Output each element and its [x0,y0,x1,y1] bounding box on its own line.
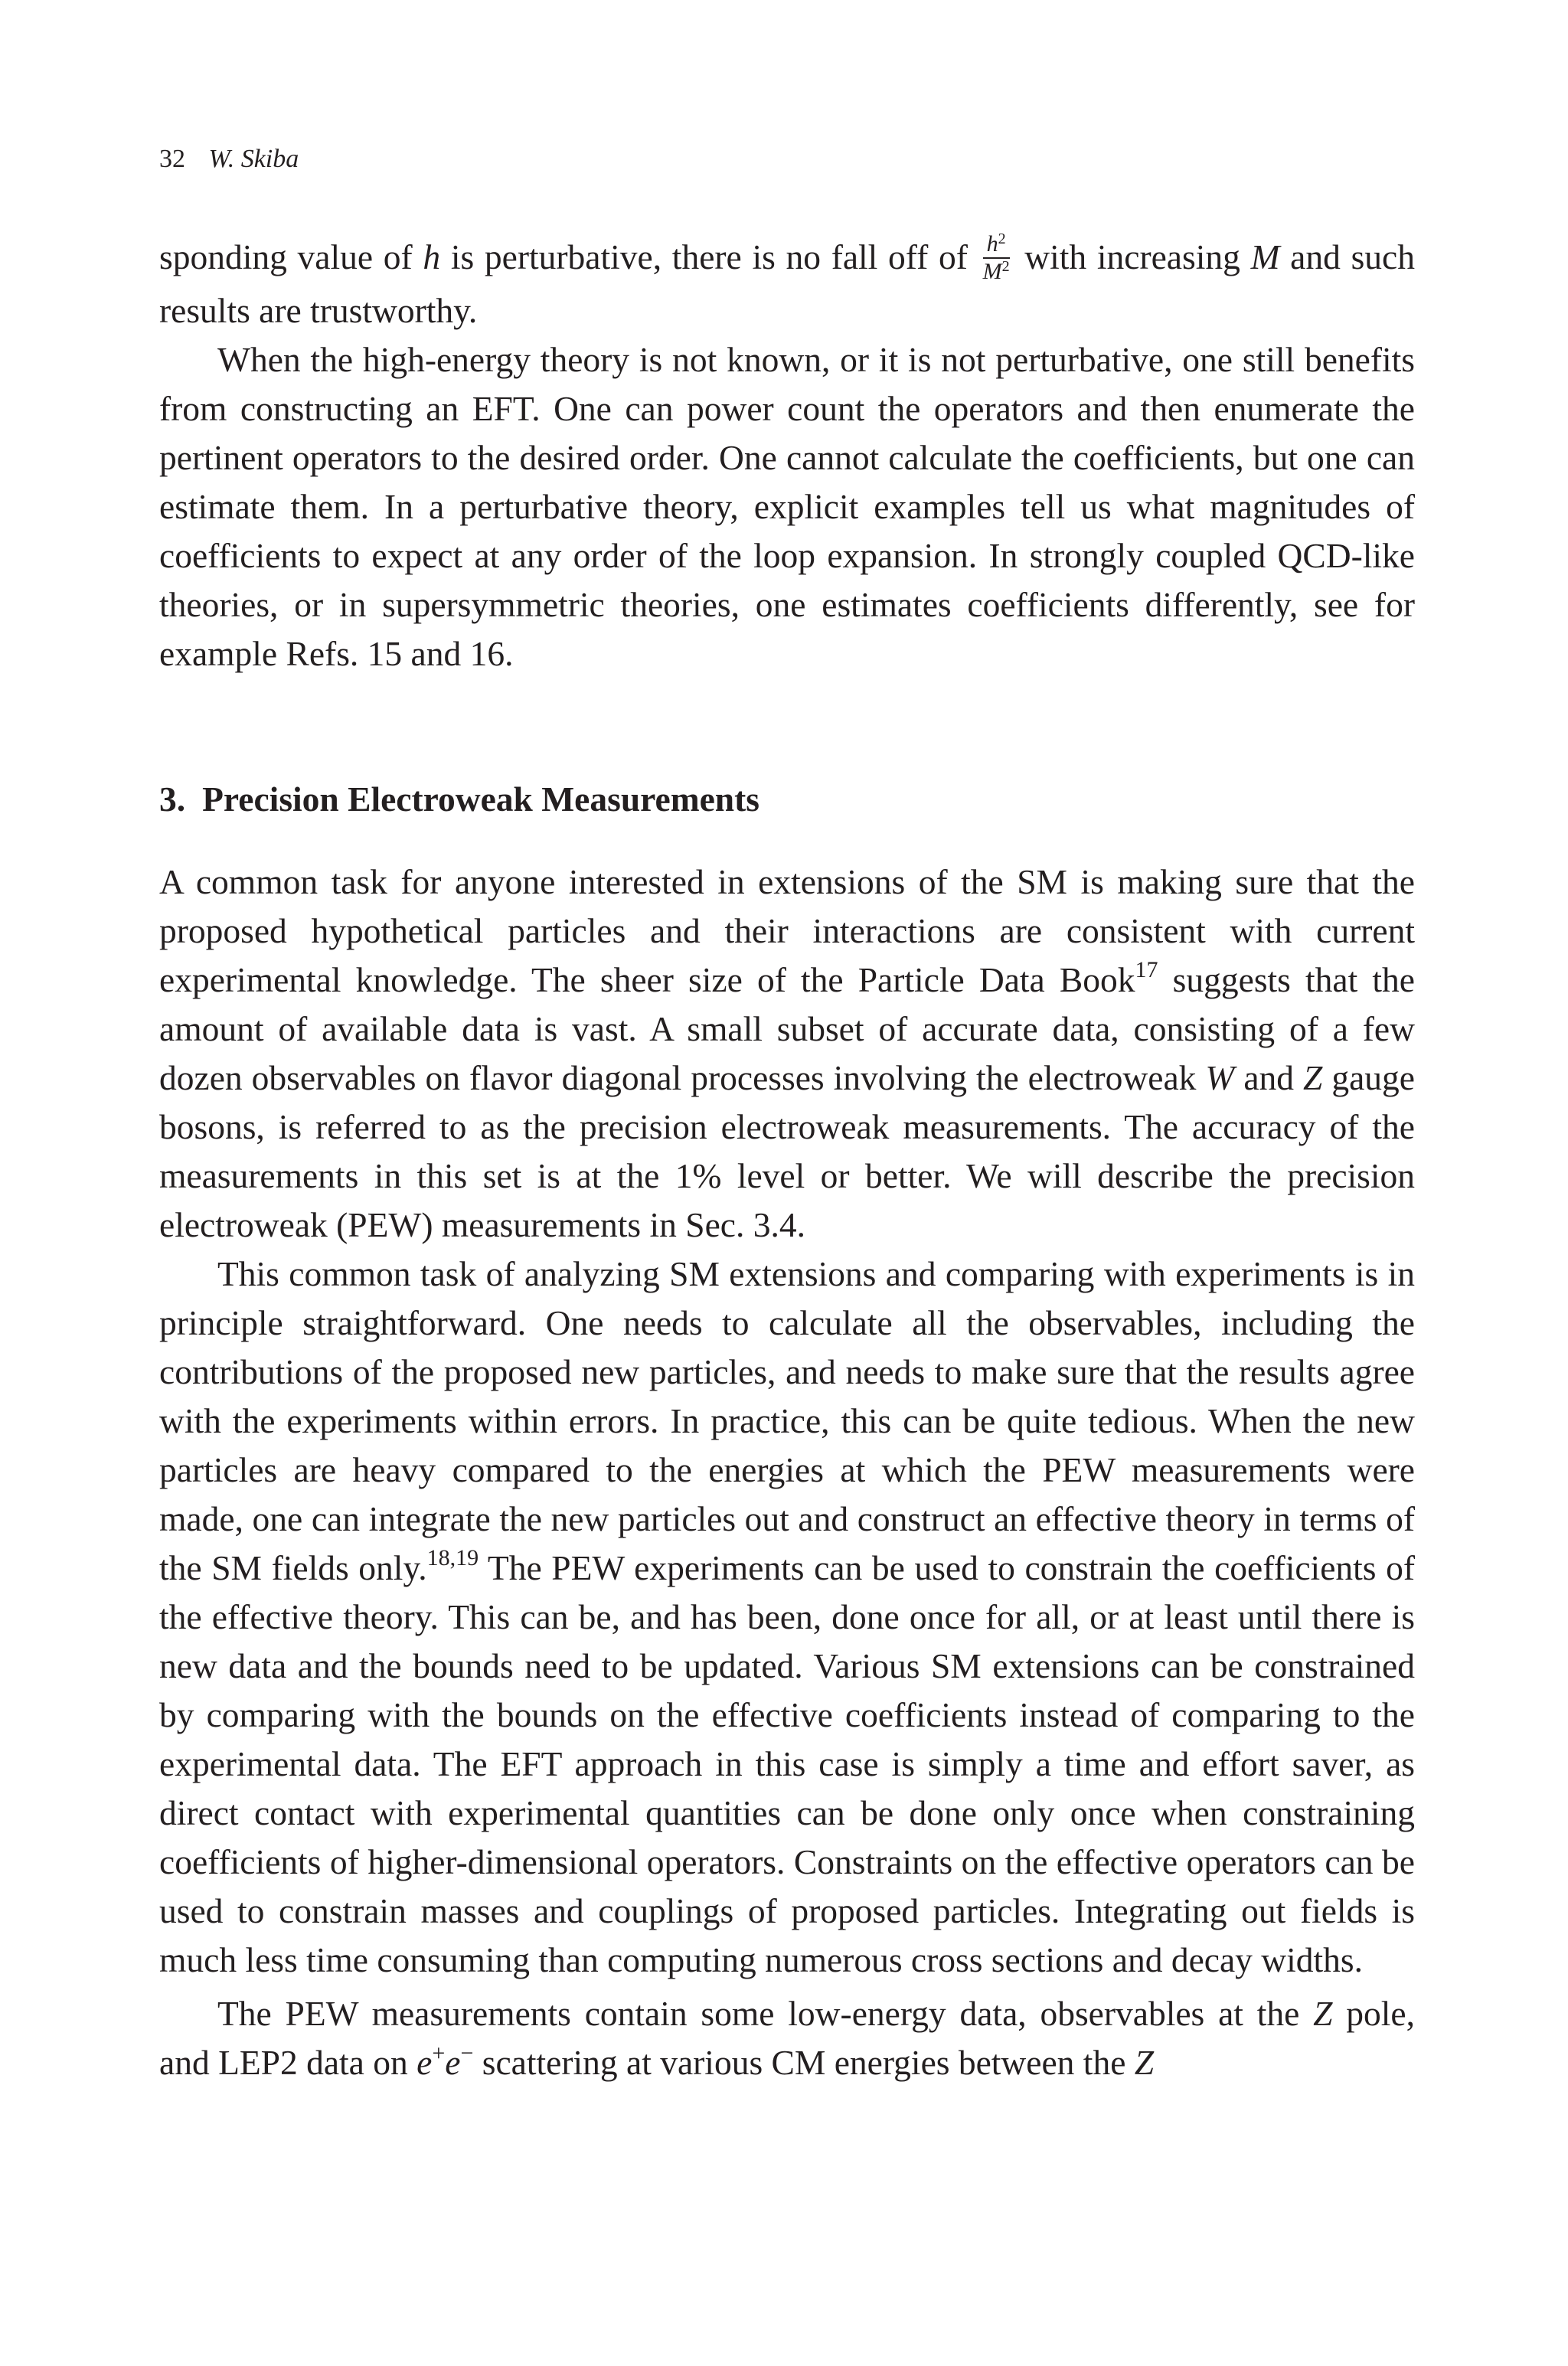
electron-symbol: e [445,2043,461,2082]
text-run: The PEW experiments can be used to constrain the coefficients of the effective theory. This can be, and has been, done once for all, or at least until there is new data and the bounds need to be updated. Various SM extensions can be constrained by comparing with the bounds on the effective coefficients instead of comparing to the experimental data. The EFT approach in this case is simply a time and effort saver, as direct contact with experimental quantities can be done only once when constraining coefficients of higher-dimensional operators. Constraints on the effective operators can be used to constrain masses and couplings of proposed particles. Integrating out fields is much less time consuming than computing numerous cross sections and decay widths. [159,1548,1416,1979]
positron-symbol: e [416,2043,433,2082]
numerator-symbol: h [986,230,998,257]
citation-17: 17 [1135,957,1158,982]
paragraph-continuation [159,230,1415,335]
math-Z-pole: Z [1313,1994,1333,2033]
text-run: suggests that the amount of available data is vast. A small subset of accurate data, consisting of a few dozen observables on flavor diagonal processes involving the electroweak [159,960,1416,1097]
paragraph-common-task [159,858,1415,1250]
running-head [159,144,299,175]
section-title: Precision Electroweak Measurements [202,779,760,819]
math-h: h [423,237,441,276]
text-run: and [1234,1058,1304,1097]
numerator-exponent: 2 [998,230,1006,247]
text-run: This common task of analyzing SM extensions and comparing with experiments is in principle straightforward. One needs to calculate all the observables, including the contributions of the proposed new particles, and needs to make sure that the results agree with the experiments within errors. In practice, this can be quite tedious. When the new particles are heavy compared to the energies at which the PEW measurements were made, one can integrate the new particles out and construct an effective theory in terms of the SM fields only. [159,1254,1415,1587]
paragraph-pew-data [159,1989,1415,2087]
fraction-denominator [983,259,1010,283]
math-Z-end: Z [1134,2043,1155,2082]
math-e-plus-e-minus [416,2043,473,2082]
text-run: gauge bosons, is referred to as the precision electroweak measurements. The accuracy of the measurements in this set is at the [159,1058,1415,1195]
math-M: M [1250,237,1280,276]
text-run: scattering at various CM energies between the [473,2043,1135,2082]
citation-18-19: 18,19 [426,1545,479,1570]
math-W: W [1205,1058,1235,1097]
text-block-section3 [159,858,1415,2087]
paragraph-eft: When the high-energy theory is not known, or it is not perturbative, one still benefits from constructing an EFT. One can power count the operators and then enumerate the pertinent operators to the desired order. One cannot calculate the coefficients, but one can estimate them. In a perturbative theory, explicit examples tell us what magnitudes of coefficients to expect at any order of the loop expansion. In strongly coupled QCD-like theories, or in supersymmetric theories, one estimates coefficients differently, see for example Refs. 15 and 16. [159,339,1415,673]
text-run: is perturbative, there is no fall off of [440,237,978,276]
text-run: and such results are trustworthy. [159,237,1415,330]
denominator-exponent: 2 [1001,257,1010,275]
text-run: The PEW measurements contain some low-energy data, observables at the [217,1994,1314,2033]
denominator-symbol: M [982,258,1002,284]
page-number: 32 [159,145,185,173]
section-number: 3. [159,779,186,819]
running-head-author: W. Skiba [208,145,299,173]
math-Z: Z [1303,1058,1323,1097]
text-run: A common task for anyone interested in extensions of the SM is making sure that the proposed hypothetical particles and their interactions are consistent with current experimental knowledge. The sheer size of the Particle Data Book [159,862,1415,999]
text-run: level or better. We will describe the precision electroweak (PEW) measurements in Sec. 3.4. [159,1156,1415,1244]
text-run: pole, and LEP2 data on [159,1994,1415,2082]
text-run: with increasing [1014,237,1251,276]
section-heading [159,775,760,824]
text-block-top [159,230,1415,678]
math-percent: 1% [675,1156,722,1195]
minus-sign: − [460,2041,474,2066]
fraction-numerator [983,230,1010,259]
text-run: sponding value of [159,237,423,276]
fraction-h2-over-m2 [982,230,1010,284]
paragraph-analysis [159,1250,1415,1985]
plus-sign: + [432,2041,446,2066]
